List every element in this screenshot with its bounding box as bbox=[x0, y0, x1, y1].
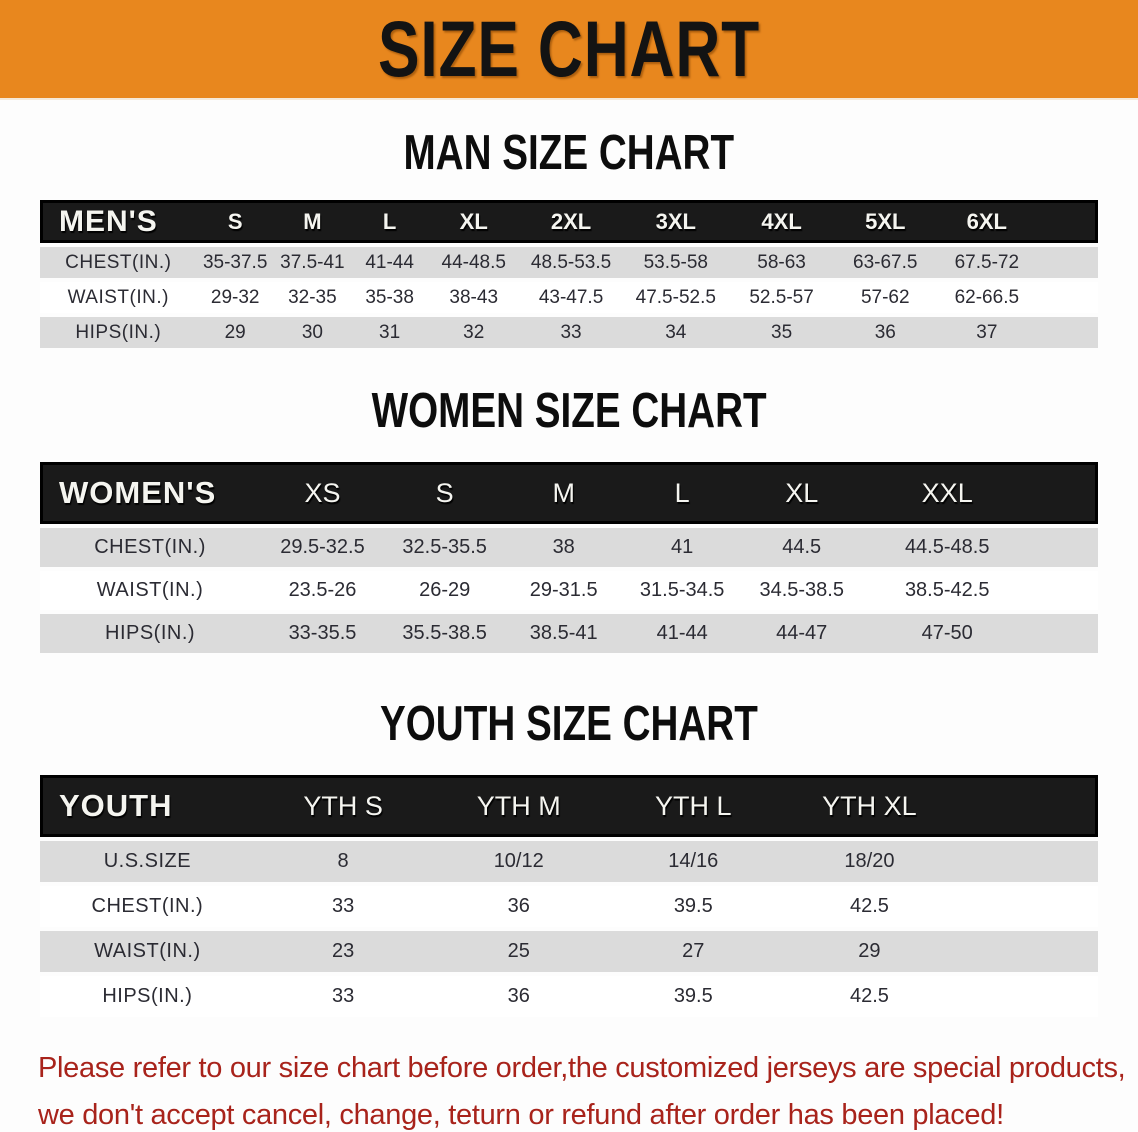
row-label: HIPS(IN.) bbox=[40, 614, 260, 653]
spacer-cell bbox=[1038, 317, 1098, 348]
size-cell: 36 bbox=[834, 317, 936, 348]
sections-container bbox=[0, 126, 1138, 1021]
column-header: L bbox=[351, 200, 428, 243]
size-cell: 38 bbox=[504, 528, 622, 567]
size-section bbox=[0, 697, 1138, 1021]
spacer-cell bbox=[958, 886, 1098, 927]
spacer-cell bbox=[1038, 200, 1098, 243]
table-header-label: YOUTH bbox=[40, 775, 255, 837]
column-header: 2XL bbox=[519, 200, 623, 243]
size-cell: 47-50 bbox=[862, 614, 1032, 653]
size-cell: 35-38 bbox=[351, 282, 428, 313]
size-cell: 37.5-41 bbox=[274, 247, 351, 278]
table-row bbox=[40, 976, 1098, 1017]
column-header: XS bbox=[260, 462, 385, 524]
size-cell: 67.5-72 bbox=[936, 247, 1038, 278]
size-cell: 31 bbox=[351, 317, 428, 348]
banner bbox=[0, 0, 1138, 100]
header-row bbox=[40, 200, 1098, 243]
size-cell: 44.5-48.5 bbox=[862, 528, 1032, 567]
row-label: WAIST(IN.) bbox=[40, 282, 197, 313]
size-cell: 29 bbox=[197, 317, 274, 348]
spacer-cell bbox=[1032, 571, 1098, 610]
size-cell: 31.5-34.5 bbox=[623, 571, 741, 610]
spacer-cell bbox=[958, 931, 1098, 972]
size-cell: 34.5-38.5 bbox=[741, 571, 862, 610]
row-label: U.S.SIZE bbox=[40, 841, 255, 882]
size-cell: 33 bbox=[255, 976, 432, 1017]
size-cell: 38.5-42.5 bbox=[862, 571, 1032, 610]
column-header: 4XL bbox=[729, 200, 835, 243]
column-header: L bbox=[623, 462, 741, 524]
table-wrap bbox=[0, 771, 1138, 1021]
column-header: YTH XL bbox=[781, 775, 959, 837]
column-header: M bbox=[274, 200, 351, 243]
size-cell: 35 bbox=[729, 317, 835, 348]
size-cell: 32.5-35.5 bbox=[385, 528, 505, 567]
size-cell: 29-32 bbox=[197, 282, 274, 313]
size-cell: 10/12 bbox=[431, 841, 606, 882]
header-row bbox=[40, 775, 1098, 837]
section-title bbox=[0, 697, 1138, 749]
size-cell: 43-47.5 bbox=[519, 282, 623, 313]
table-header-label: WOMEN'S bbox=[40, 462, 260, 524]
column-header: S bbox=[385, 462, 505, 524]
footer-notice bbox=[0, 1045, 1138, 1132]
column-header: 6XL bbox=[936, 200, 1038, 243]
size-cell: 39.5 bbox=[606, 976, 781, 1017]
section-title bbox=[0, 126, 1138, 178]
size-cell: 33 bbox=[519, 317, 623, 348]
size-cell: 30 bbox=[274, 317, 351, 348]
size-cell: 23 bbox=[255, 931, 432, 972]
row-label: WAIST(IN.) bbox=[40, 931, 255, 972]
size-cell: 23.5-26 bbox=[260, 571, 385, 610]
table-row bbox=[40, 571, 1098, 610]
section-title-text: MAN SIZE CHART bbox=[403, 124, 735, 180]
size-cell: 47.5-52.5 bbox=[623, 282, 729, 313]
size-cell: 25 bbox=[431, 931, 606, 972]
size-cell: 18/20 bbox=[781, 841, 959, 882]
table-row bbox=[40, 528, 1098, 567]
size-table bbox=[40, 771, 1098, 1021]
column-header: XL bbox=[428, 200, 519, 243]
column-header: XXL bbox=[862, 462, 1032, 524]
table-header-label: MEN'S bbox=[40, 200, 197, 243]
size-cell: 42.5 bbox=[781, 886, 959, 927]
size-section bbox=[0, 384, 1138, 657]
size-cell: 32 bbox=[428, 317, 519, 348]
spacer-cell bbox=[1038, 247, 1098, 278]
header-row bbox=[40, 462, 1098, 524]
size-cell: 53.5-58 bbox=[623, 247, 729, 278]
size-cell: 41 bbox=[623, 528, 741, 567]
size-table bbox=[40, 196, 1098, 352]
table-row bbox=[40, 282, 1098, 313]
column-header: XL bbox=[741, 462, 862, 524]
size-cell: 38-43 bbox=[428, 282, 519, 313]
table-wrap bbox=[0, 196, 1138, 352]
size-cell: 27 bbox=[606, 931, 781, 972]
table-row bbox=[40, 247, 1098, 278]
size-cell: 63-67.5 bbox=[834, 247, 936, 278]
size-cell: 35-37.5 bbox=[197, 247, 274, 278]
spacer-cell bbox=[958, 976, 1098, 1017]
size-cell: 33 bbox=[255, 886, 432, 927]
size-cell: 36 bbox=[431, 886, 606, 927]
size-cell: 58-63 bbox=[729, 247, 835, 278]
column-header: S bbox=[197, 200, 274, 243]
size-cell: 29 bbox=[781, 931, 959, 972]
spacer-cell bbox=[958, 775, 1098, 837]
size-cell: 42.5 bbox=[781, 976, 959, 1017]
size-cell: 8 bbox=[255, 841, 432, 882]
size-table bbox=[40, 458, 1098, 657]
size-cell: 62-66.5 bbox=[936, 282, 1038, 313]
column-header: YTH S bbox=[255, 775, 432, 837]
section-title-text: WOMEN SIZE CHART bbox=[371, 382, 767, 438]
table-row bbox=[40, 931, 1098, 972]
banner-title: SIZE CHART bbox=[377, 4, 761, 94]
spacer-cell bbox=[1032, 462, 1098, 524]
size-section bbox=[0, 126, 1138, 352]
row-label: HIPS(IN.) bbox=[40, 317, 197, 348]
size-cell: 41-44 bbox=[623, 614, 741, 653]
column-header: YTH L bbox=[606, 775, 781, 837]
size-cell: 48.5-53.5 bbox=[519, 247, 623, 278]
size-cell: 41-44 bbox=[351, 247, 428, 278]
size-cell: 57-62 bbox=[834, 282, 936, 313]
row-label: CHEST(IN.) bbox=[40, 528, 260, 567]
size-cell: 34 bbox=[623, 317, 729, 348]
size-cell: 44-47 bbox=[741, 614, 862, 653]
size-cell: 44.5 bbox=[741, 528, 862, 567]
row-label: WAIST(IN.) bbox=[40, 571, 260, 610]
table-row bbox=[40, 317, 1098, 348]
size-cell: 29.5-32.5 bbox=[260, 528, 385, 567]
spacer-cell bbox=[1032, 614, 1098, 653]
table-row bbox=[40, 614, 1098, 653]
notice-line-2: we don't accept cancel, change, teturn or refund after order has been placed! bbox=[38, 1099, 1004, 1131]
column-header: M bbox=[504, 462, 622, 524]
size-cell: 38.5-41 bbox=[504, 614, 622, 653]
table-wrap bbox=[0, 458, 1138, 657]
table-row bbox=[40, 841, 1098, 882]
column-header: 3XL bbox=[623, 200, 729, 243]
spacer-cell bbox=[1032, 528, 1098, 567]
notice-line-1: Please refer to our size chart before order,the customized jerseys are special products, bbox=[38, 1052, 1126, 1084]
size-cell: 36 bbox=[431, 976, 606, 1017]
column-header: 5XL bbox=[834, 200, 936, 243]
size-cell: 14/16 bbox=[606, 841, 781, 882]
table-row bbox=[40, 886, 1098, 927]
row-label: CHEST(IN.) bbox=[40, 886, 255, 927]
size-cell: 52.5-57 bbox=[729, 282, 835, 313]
column-header: YTH M bbox=[431, 775, 606, 837]
row-label: CHEST(IN.) bbox=[40, 247, 197, 278]
spacer-cell bbox=[958, 841, 1098, 882]
size-cell: 29-31.5 bbox=[504, 571, 622, 610]
size-cell: 26-29 bbox=[385, 571, 505, 610]
size-cell: 39.5 bbox=[606, 886, 781, 927]
row-label: HIPS(IN.) bbox=[40, 976, 255, 1017]
size-cell: 33-35.5 bbox=[260, 614, 385, 653]
size-cell: 32-35 bbox=[274, 282, 351, 313]
section-title bbox=[0, 384, 1138, 436]
size-cell: 37 bbox=[936, 317, 1038, 348]
size-cell: 35.5-38.5 bbox=[385, 614, 505, 653]
size-cell: 44-48.5 bbox=[428, 247, 519, 278]
spacer-cell bbox=[1038, 282, 1098, 313]
section-title-text: YOUTH SIZE CHART bbox=[380, 695, 758, 751]
